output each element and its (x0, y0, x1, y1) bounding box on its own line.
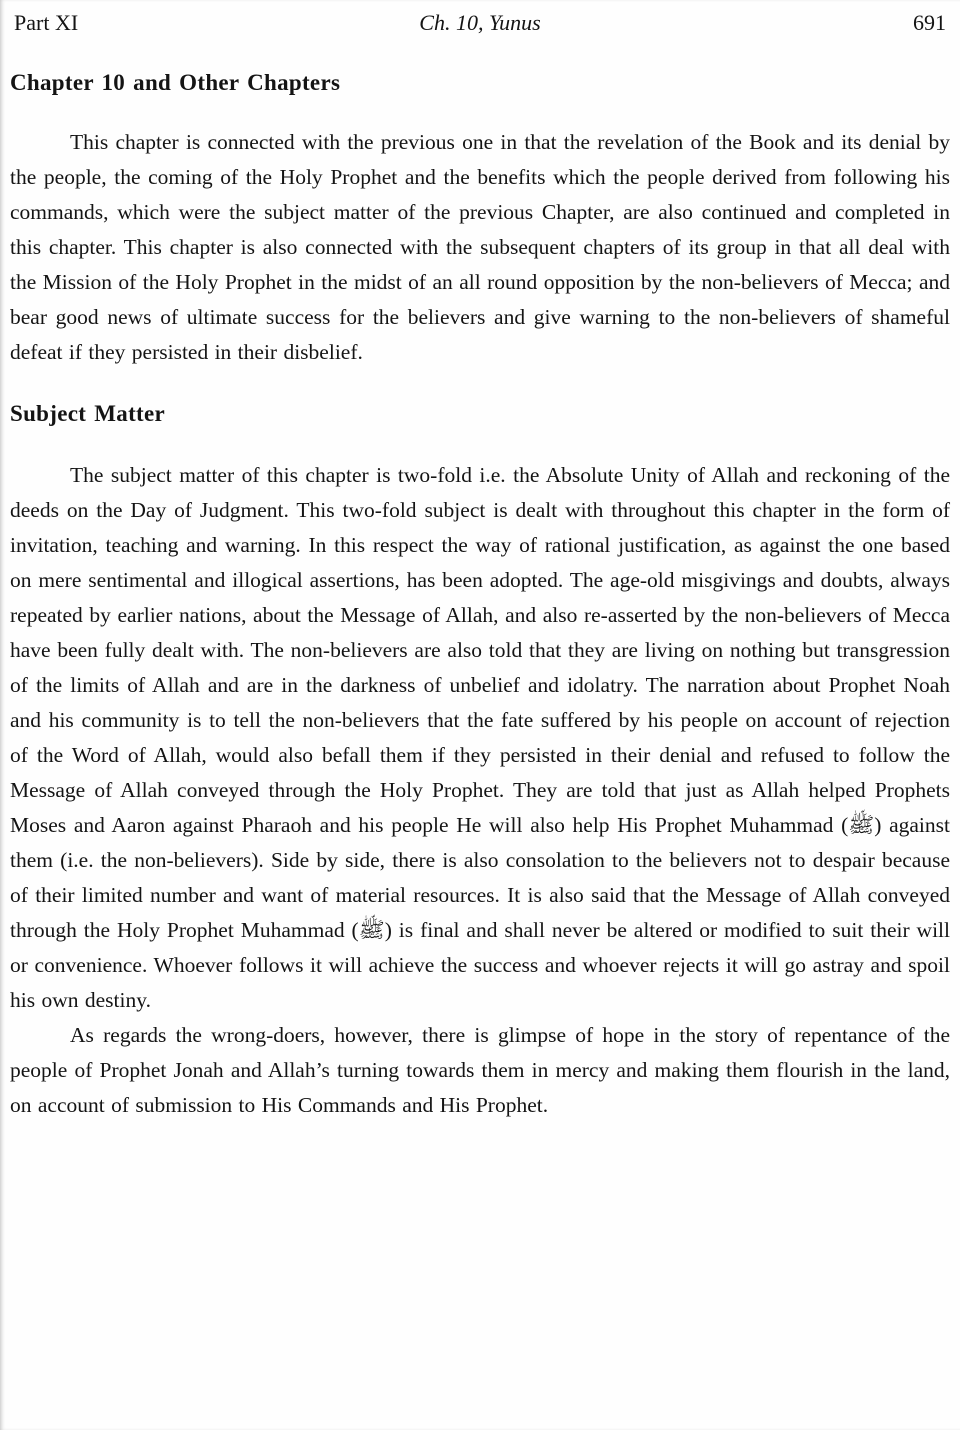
paragraph-chapter-connection: This chapter is connected with the previous one in that the revelation of the Book and its denial by the people, the coming of the Holy Prophet and the benefits which the people derived from following his commands, which were the subject matter of the previous Chapter, are also continued and completed in this chapter. This chapter is also connected with the subsequent chapters of its group in that all deal with the Mission of the Holy Prophet in the midst of an all round opposition by the non-believers of Mecca; and bear good news of ultimate success for the believers and give warning to the non-believers of shameful defeat if they persisted in their disbelief. (10, 130, 950, 364)
paragraph-subject-matter: The subject matter of this chapter is two-fold i.e. the Absolute Unity of Allah and reckoning of the deeds on the Day of Judgment. This two-fold subject is dealt with throughout this chapter in the form of invitation, teaching and warning. In this respect the way of rational justification, as against the one based on mere sentimental and illogical assertions, has been adopted. The age-old misgivings and doubts, always repeated by earlier nations, about the Message of Allah, and also re-asserted by the non-believers of Mecca have been fully dealt with. The non-believers are also told that they are living on nothing but transgression of the limits of Allah and are in the darkness of unbelief and idolatry. The narration about Prophet Noah and his community is to tell the non-believers that the fate suffered by his people on account of rejection of the Word of Allah, would also befall them if they persisted in their denial and refused to follow the Message of Allah conveyed through the Holy Prophet. They are told that just as Allah helped Prophets Moses and Aaron against Pharaoh and his people He will also help His Prophet Muhammad (ﷺ) against them (i.e. the non-believers). Side by side, there is also consolation to the believers not to despair because of their limited number and want of material resources. It is also said that the Message of Allah conveyed through the Holy Prophet Muhammad (ﷺ) is final and shall never be altered or modified to suit their will or convenience. Whoever follows it will achieve the success and whoever rejects it will go astray and spoil his own destiny. (10, 463, 950, 1012)
section-heading-subject-matter: Subject Matter (10, 401, 166, 426)
page-header (10, 8, 950, 36)
page-number: 691 (913, 10, 946, 35)
header-part-label: Part XI (14, 10, 79, 35)
paragraph-wrong-doers-hope: As regards the wrong-doers, however, there is glimpse of hope in the story of repentance of the people of Prophet Jonah and Allah’s turning towards them in mercy and making them flourish in the land, on account of submission to His Commands and His Prophet. (10, 1023, 950, 1117)
header-chapter-title: Ch. 10, Yunus (419, 10, 541, 35)
section-heading-chapter-10-and-other-chapters: Chapter 10 and Other Chapters (10, 70, 341, 95)
